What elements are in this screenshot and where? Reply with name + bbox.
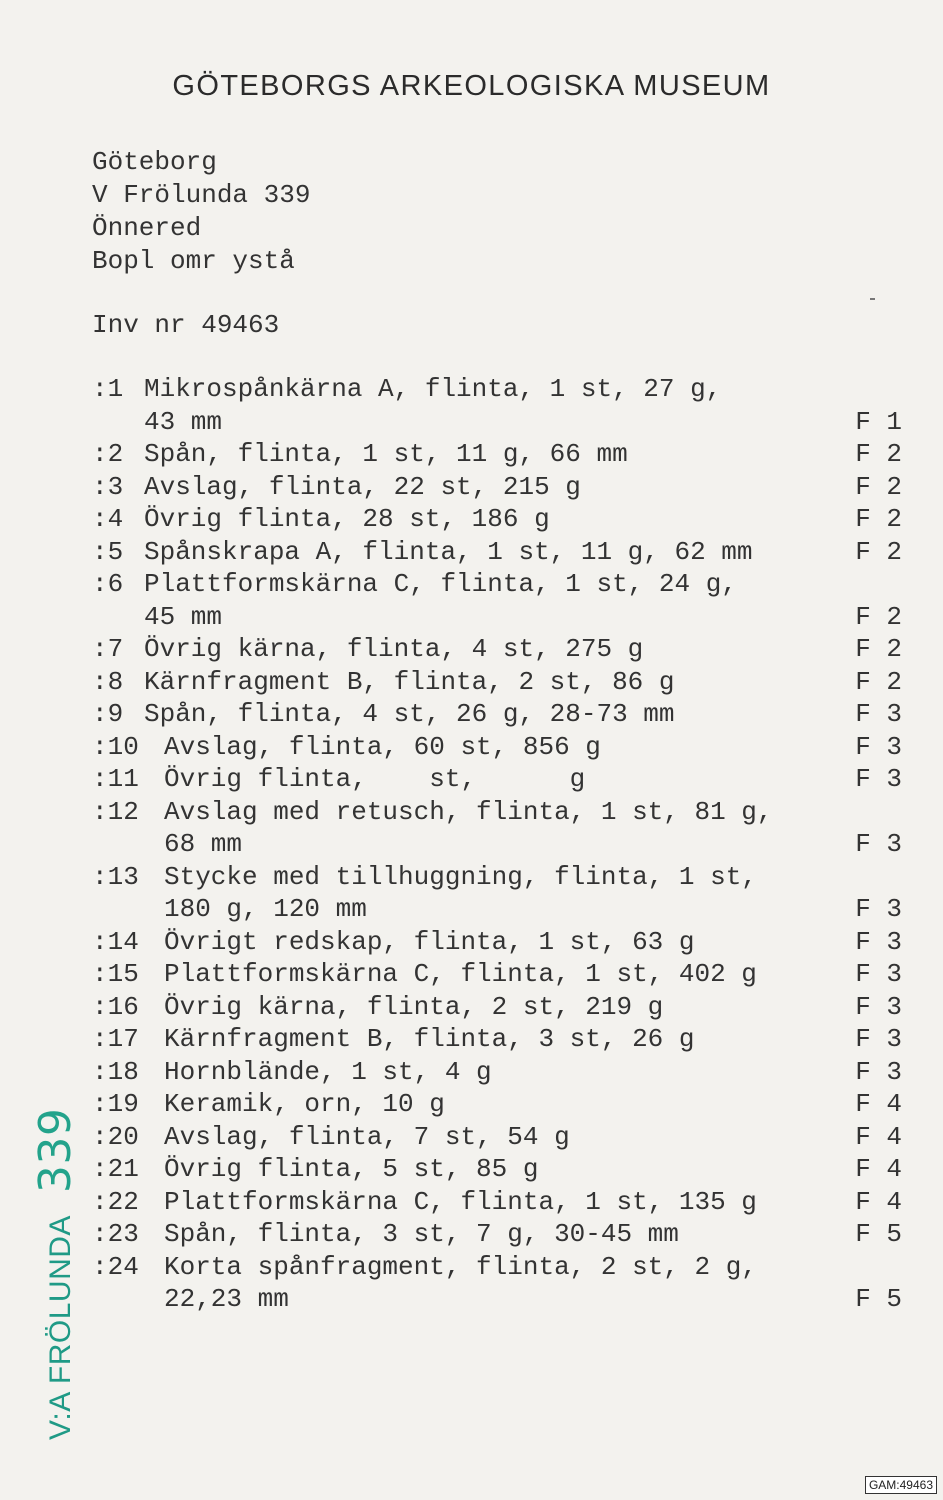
item-code: F 3 — [855, 894, 902, 924]
item-number: :14 — [92, 926, 139, 957]
item-code: F 2 — [855, 504, 902, 534]
item-description: Spån, flinta, 1 st, 11 g, 66 mm — [144, 439, 628, 469]
item-code: F 3 — [855, 991, 902, 1022]
item-row — [92, 569, 902, 602]
item-row — [92, 797, 902, 830]
item-number: :18 — [92, 1056, 139, 1087]
item-row — [92, 992, 902, 1025]
item-number: :5 — [92, 536, 124, 567]
stamp-label: GAM:49463 — [865, 1476, 937, 1494]
item-number: :7 — [92, 634, 124, 664]
item-number: :23 — [92, 1219, 139, 1249]
item-number: :19 — [92, 1089, 139, 1119]
item-row — [92, 927, 902, 960]
item-description: Spån, flinta, 3 st, 7 g, 30-45 mm — [164, 1219, 679, 1249]
item-code: F 5 — [855, 1284, 902, 1314]
item-description: 22,23 mm — [164, 1284, 289, 1314]
item-row — [92, 959, 902, 992]
item-code: F 3 — [855, 959, 902, 989]
item-code: F 3 — [855, 829, 902, 859]
item-row — [92, 472, 902, 505]
item-row — [92, 764, 902, 797]
item-description: Övrig kärna, flinta, 4 st, 275 g — [144, 634, 644, 664]
item-description: Kärnfragment B, flinta, 2 st, 86 g — [144, 666, 675, 697]
item-number: :2 — [92, 439, 124, 469]
item-description: Övrig flinta, st, g — [164, 764, 586, 794]
item-code: F 4 — [855, 1121, 902, 1152]
side-label-text: V:A FRÖLUNDA — [44, 1215, 77, 1440]
item-code: F 2 — [855, 634, 902, 664]
item-description: Hornblände, 1 st, 4 g — [164, 1056, 492, 1087]
item-number: :1 — [92, 374, 124, 404]
item-number: :15 — [92, 959, 139, 989]
location-line: Göteborg — [92, 147, 217, 177]
item-number: :17 — [92, 1024, 139, 1054]
item-code: F 4 — [855, 1089, 902, 1119]
item-number: :16 — [92, 991, 139, 1022]
location-line: V Frölunda 339 — [92, 180, 311, 210]
item-description: Avslag, flinta, 22 st, 215 g — [144, 471, 581, 502]
item-row — [92, 894, 902, 927]
item-code: F 3 — [855, 699, 902, 729]
item-number: :22 — [92, 1186, 139, 1217]
item-code: F 5 — [855, 1219, 902, 1249]
item-code: F 3 — [855, 1024, 902, 1054]
item-description: Övrig kärna, flinta, 2 st, 219 g — [164, 991, 664, 1022]
item-number: :10 — [92, 731, 139, 762]
item-code: F 4 — [855, 1154, 902, 1184]
item-row — [92, 1219, 902, 1252]
item-row — [92, 602, 902, 635]
item-code: F 3 — [855, 1056, 902, 1087]
item-number: :13 — [92, 861, 139, 892]
item-number: :8 — [92, 666, 124, 697]
item-row — [92, 829, 902, 862]
item-description: Plattformskärna C, flinta, 1 st, 24 g, — [144, 569, 737, 599]
item-code: F 2 — [855, 601, 902, 632]
item-row — [92, 1057, 902, 1090]
item-description: Stycke med tillhuggning, flinta, 1 st, — [164, 861, 757, 892]
item-row — [92, 1024, 902, 1057]
item-description: Övrig flinta, 28 st, 186 g — [144, 504, 550, 534]
item-number: :3 — [92, 471, 124, 502]
item-row — [92, 862, 902, 895]
item-code: F 3 — [855, 731, 902, 762]
item-number: :9 — [92, 699, 124, 729]
item-number: :12 — [92, 796, 139, 827]
item-row — [92, 667, 902, 700]
inventory-number: Inv nr 49463 — [92, 310, 280, 340]
item-code: F 2 — [855, 471, 902, 502]
item-description: Keramik, orn, 10 g — [164, 1089, 445, 1119]
item-code: F 4 — [855, 1186, 902, 1217]
handwritten-number: 339 — [30, 1107, 81, 1194]
item-number: :21 — [92, 1154, 139, 1184]
item-row — [92, 1122, 902, 1155]
item-description: Korta spånfragment, flinta, 2 st, 2 g, — [164, 1251, 757, 1282]
item-row — [92, 699, 902, 732]
item-list — [92, 374, 902, 1317]
item-description: Plattformskärna C, flinta, 1 st, 135 g — [164, 1186, 757, 1217]
item-description: 45 mm — [144, 601, 223, 632]
item-description: Avslag, flinta, 60 st, 856 g — [164, 731, 601, 762]
item-row — [92, 732, 902, 765]
item-description: Avslag, flinta, 7 st, 54 g — [164, 1121, 570, 1152]
item-row — [92, 504, 902, 537]
item-row — [92, 1187, 902, 1220]
item-description: 43 mm — [144, 406, 223, 437]
item-description: Övrig flinta, 5 st, 85 g — [164, 1154, 539, 1184]
item-code: F 3 — [855, 764, 902, 794]
item-description: Spån, flinta, 4 st, 26 g, 28-73 mm — [144, 699, 675, 729]
item-row — [92, 1154, 902, 1187]
item-code: F 2 — [855, 536, 902, 567]
item-row — [92, 1089, 902, 1122]
item-row — [92, 1284, 902, 1317]
item-number: :11 — [92, 764, 139, 794]
item-row — [92, 439, 902, 472]
item-description: 180 g, 120 mm — [164, 894, 367, 924]
dust-speck — [870, 298, 875, 300]
item-row — [92, 407, 902, 440]
item-number: :6 — [92, 569, 124, 599]
item-description: Övrigt redskap, flinta, 1 st, 63 g — [164, 926, 695, 957]
item-number: :4 — [92, 504, 124, 534]
item-description: Plattformskärna C, flinta, 1 st, 402 g — [164, 959, 757, 989]
item-row — [92, 537, 902, 570]
item-row — [92, 1252, 902, 1285]
side-label — [30, 1108, 81, 1440]
museum-header: GÖTEBORGS ARKEOLOGISKA MUSEUM — [172, 70, 771, 102]
item-code: F 2 — [855, 666, 902, 697]
item-row — [92, 634, 902, 667]
item-description: Mikrospånkärna A, flinta, 1 st, 27 g, — [144, 374, 722, 404]
item-description: Avslag med retusch, flinta, 1 st, 81 g, — [164, 796, 773, 827]
item-description: 68 mm — [164, 829, 243, 859]
item-number: :20 — [92, 1121, 139, 1152]
item-code: F 2 — [855, 439, 902, 469]
item-code: F 1 — [855, 406, 902, 437]
item-code: F 3 — [855, 926, 902, 957]
location-line: Bopl omr ystå — [92, 246, 295, 276]
item-number: :24 — [92, 1251, 139, 1282]
location-line: Önnered — [92, 213, 202, 243]
item-description: Kärnfragment B, flinta, 3 st, 26 g — [164, 1024, 695, 1054]
item-row — [92, 374, 902, 407]
item-description: Spånskrapa A, flinta, 1 st, 11 g, 62 mm — [144, 536, 753, 567]
